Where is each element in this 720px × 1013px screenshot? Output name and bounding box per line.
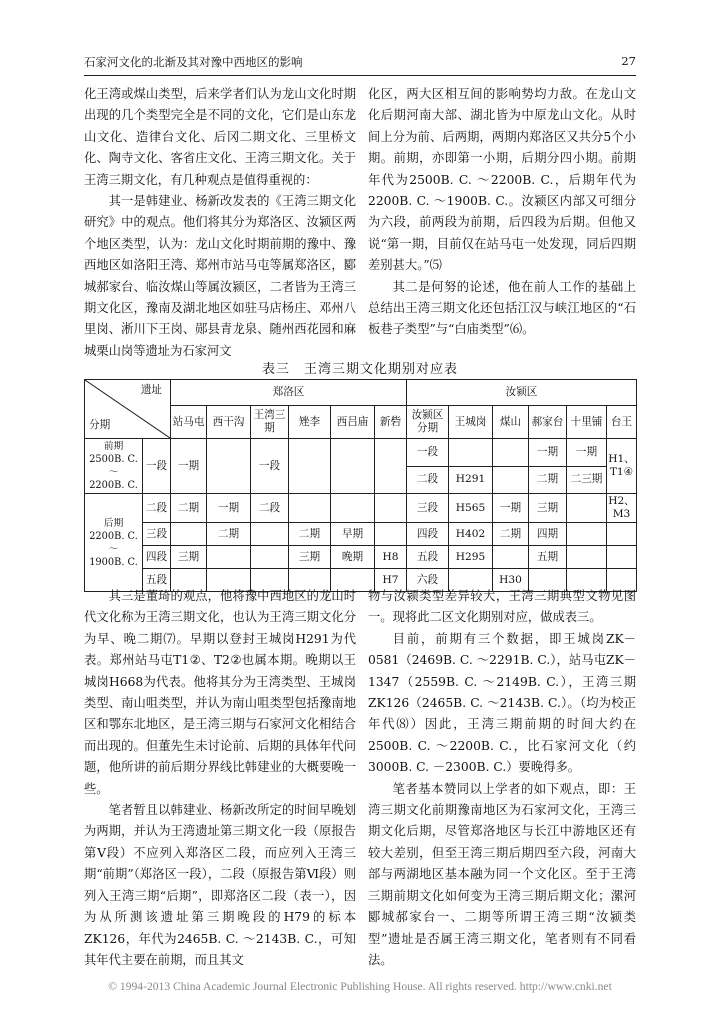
col-header: 西吕庙 xyxy=(331,406,375,439)
region-ruying: 汝颍区 xyxy=(407,380,637,406)
cell xyxy=(567,546,607,569)
table-row xyxy=(85,439,637,467)
col-header: 煤山 xyxy=(493,406,529,439)
col-header: 西干沟 xyxy=(207,406,251,439)
region-zhengluo: 郑洛区 xyxy=(171,380,407,406)
cell xyxy=(171,523,207,546)
paragraph: 化王湾或煤山类型，后来学者们认为龙山文化时期出现的几个类型完全是不同的文化，它们是山东龙山文化、造律台文化、后冈二期文化、三里桥文化、陶寺文化、客省庄文化、王湾三期文化。关于王湾三期文化，有几种观点是值得重视的： xyxy=(84,87,356,187)
left-column-top xyxy=(84,84,356,362)
cell: 五段 xyxy=(407,546,449,569)
cell: H1、T1④ xyxy=(607,439,637,494)
cell xyxy=(449,439,493,467)
cell: 一期 xyxy=(529,439,567,467)
cell: 一期 xyxy=(207,494,251,523)
paragraph: 化区，两大区相互间的影响势均力敌。在龙山文化后期河南大部、湖北皆为中原龙山文化。从时间上分为前、后两期，两期内郑洛区又共分5个小期。前期，亦即第一小期，后期分四小期。前期年代为2500B. C. ～2200B. C.，后期年代为2200B. C. ～1900B. C.。汝颍区内部又可细分为六段，前两段为前期，后四段为后期。但他又说“第一期，目前仅在站马屯一处发现，同后四期差别甚大。”⑸ xyxy=(368,87,636,273)
cell: 三段 xyxy=(407,494,449,523)
paragraph: 笔者暂且以韩建业、杨新改所定的时间早晚划为两期，并认为王湾遗址第三期文化一段（原报告第Ⅴ段）不应列入郑洛区二段，而应列入王湾三期“前期”（郑洛区一段），二段（原报告第Ⅵ段）则列入王湾三期“后期”，即郑洛区二段（表一），因为从所测该遗址第三期晚段的H79的标本ZK126，年代为2465B. C. ～2143B. C.，可知其年代主要在前期，而且其文 xyxy=(84,803,356,967)
right-column-top xyxy=(368,84,636,341)
col-header: 站马屯 xyxy=(171,406,207,439)
corner-site-label: 遗址 xyxy=(140,384,162,396)
cell: H295 xyxy=(449,546,493,569)
table-row xyxy=(85,523,637,546)
cell: 二期 xyxy=(529,466,567,494)
paragraph: 目前，前期有三个数据，即王城岗ZK－0581（2469B. C. ～2291B. C.），站马屯ZK－1347（2559B. C. ～2149B. C.），王湾三期ZK126（2465B. C. ～2143B. C.）。（均为校正年代⑻）因此，王湾三期前期的时间大约在2500B. C. ～2200B. C.，比石家河文化（约3000B. C. －2300B. C.）要晚得多。 xyxy=(368,631,636,775)
right-column-bottom xyxy=(368,586,636,971)
cell xyxy=(493,546,529,569)
cell: 三期 xyxy=(171,546,207,569)
early-period: 前期 2500B. C. ～ 2200B. C. xyxy=(85,439,143,494)
cell xyxy=(289,494,331,523)
left-column-bottom xyxy=(84,586,356,971)
cell: 二段 xyxy=(407,466,449,494)
paragraph: 笔者基本赞同以上学者的如下观点，即：王湾三期文化前期豫南地区为石家河文化，王湾三期文化后期，尽管郑洛地区与长江中游地区还有较大差别，但至王湾三期后期四至六段，河南大部与两湖地区基本融为同一个文化区。至于王湾三期前期文化如何变为王湾三期后期文化；漯河郾城郝家台一、二期等所谓王湾三期“汝颍类型”遗址是否属王湾三期文化，笔者则有不同看法。 xyxy=(368,781,636,967)
cell: 三期 xyxy=(529,494,567,523)
cell: 二期 xyxy=(171,494,207,523)
cell xyxy=(207,439,251,494)
cell: 二段 xyxy=(251,494,289,523)
paragraph: 其一是韩建业、杨新改发表的《王湾三期文化研究》中的观点。他们将其分为郑洛区、汝颍区两个地区类型，认为：龙山文化时期前期的豫中、豫西地区如洛阳王湾、郑州市站马屯等属郑洛区，郾城郝家台、临汝煤山等属汝颍区，二者皆为王湾三期文化区，豫南及湖北地区如驻马店杨庄、邓州八里岗、淅川下王岗、郧县青龙泉、随州西花园和麻城栗山岗等遗址为石家河文 xyxy=(84,194,356,358)
cell: H7 xyxy=(375,569,407,592)
cell: H565 xyxy=(449,494,493,523)
cell: H8 xyxy=(375,546,407,569)
cell: 二三期 xyxy=(567,466,607,494)
col-header: 新砦 xyxy=(375,406,407,439)
cell xyxy=(289,439,331,494)
cell: H291 xyxy=(449,466,493,494)
running-header xyxy=(84,54,636,70)
cell: 二期 xyxy=(493,523,529,546)
table-corner xyxy=(85,380,171,439)
paragraph: 其三是董琦的观点，他将豫中西地区的龙山时代文化称为王湾三期文化，也认为王湾三期文化分为早、晚二期⑺。早期以登封王城岗H291为代表。郑州站马屯T1②、T2②也属本期。晚期以王城岗H668为代表。他将其分为王湾类型、王城岗类型、南山咀类型，并认为南山咀类型包括豫南地区和鄂东北地区，是王湾三期与石家河文化相结合而出现的。但董先生未讨论前、后期的具体年代问题，他所讲的前后期分界线比韩建业的大概要晚一些。 xyxy=(84,589,356,796)
cell xyxy=(493,439,529,467)
col-header: 台王 xyxy=(607,406,637,439)
cell: 晚期 xyxy=(331,546,375,569)
paragraph: 物与汝颍类型差异较大，王湾三期典型文物见图一。现将此二区文化期别对应，做成表三。 xyxy=(368,589,636,625)
col-header: 十里铺 xyxy=(567,406,607,439)
cell: H402 xyxy=(449,523,493,546)
cell xyxy=(493,466,529,494)
table-row xyxy=(85,546,637,569)
copyright-footer: © 1994-2013 China Academic Journal Electronic Publishing House. All rights reserved. http://www.cnki.net xyxy=(108,980,612,993)
cell: 四段 xyxy=(143,546,171,569)
cell: H2、M3 xyxy=(607,494,637,523)
cell xyxy=(251,546,289,569)
cell: H30 xyxy=(493,569,529,592)
cell: 一期 xyxy=(171,439,207,494)
col-header: 汝颍区分期 xyxy=(407,406,449,439)
cell: 一段 xyxy=(251,439,289,494)
cell: 一段 xyxy=(407,439,449,467)
col-header: 郝家台 xyxy=(529,406,567,439)
cell: 四期 xyxy=(529,523,567,546)
cell xyxy=(375,523,407,546)
cell: 三段 xyxy=(143,523,171,546)
cell xyxy=(567,523,607,546)
cell: 四段 xyxy=(407,523,449,546)
cell xyxy=(607,546,637,569)
cell xyxy=(607,523,637,546)
period-table xyxy=(84,379,637,592)
col-header: 矬李 xyxy=(289,406,331,439)
table-row xyxy=(85,494,637,523)
cell xyxy=(331,494,375,523)
running-title: 石家河文化的北渐及其对豫中西地区的影响 xyxy=(84,55,303,69)
late-period: 后期 2200B. C. ～ 1900B. C. xyxy=(85,494,143,592)
cell: 早期 xyxy=(331,523,375,546)
corner-period-label: 分期 xyxy=(89,419,111,431)
table-title: 表三 王湾三期文化期别对应表 xyxy=(261,362,458,377)
cell xyxy=(375,439,407,494)
cell: 六段 xyxy=(407,569,449,592)
cell: 二期 xyxy=(207,523,251,546)
cell: 一期 xyxy=(493,494,529,523)
cell: 一段 xyxy=(143,439,171,494)
header-rule xyxy=(84,75,636,76)
col-header: 王湾三期 xyxy=(251,406,289,439)
cell: 五段 xyxy=(143,569,171,592)
page-number: 27 xyxy=(621,54,636,68)
cell: 二段 xyxy=(143,494,171,523)
cell: 一期 xyxy=(567,439,607,467)
cell xyxy=(375,494,407,523)
cell: 五期 xyxy=(529,546,567,569)
cell: 二期 xyxy=(289,523,331,546)
cell xyxy=(207,546,251,569)
cell xyxy=(331,439,375,494)
cell xyxy=(567,494,607,523)
cell: 三期 xyxy=(289,546,331,569)
col-header: 王城岗 xyxy=(449,406,493,439)
paragraph: 其二是何努的论述，他在前人工作的基础上总结出王湾三期文化还包括江汉与峡江地区的“石板巷子类型”与“白庙类型”⑹。 xyxy=(368,279,636,337)
cell xyxy=(251,523,289,546)
